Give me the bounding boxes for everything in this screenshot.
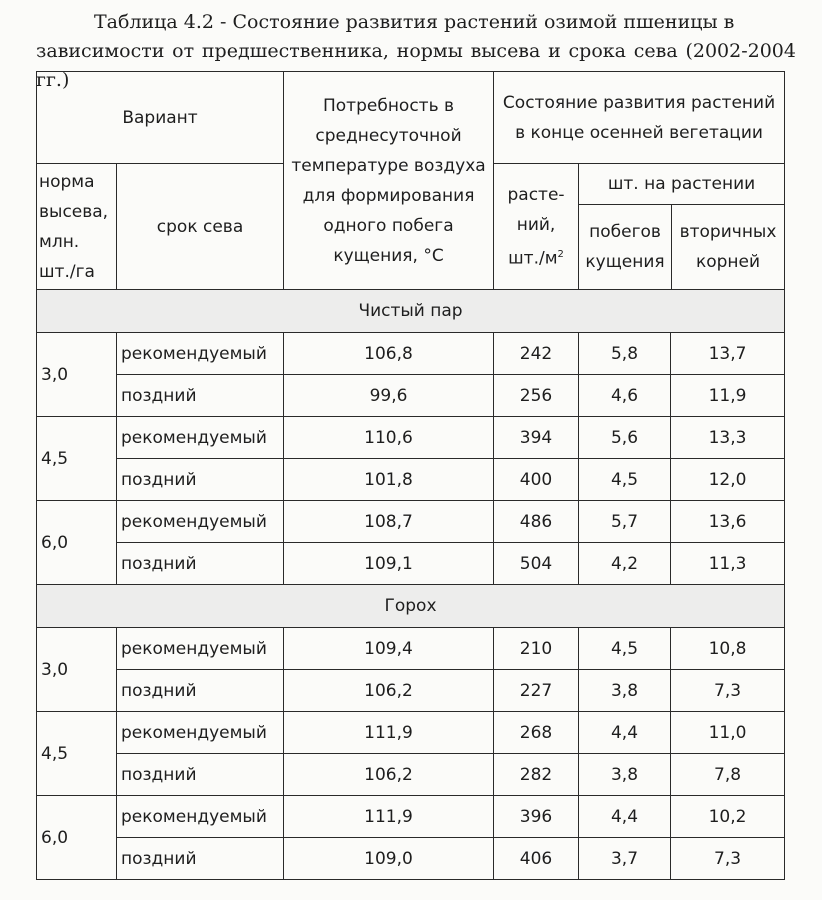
- roots-cell: 10,8: [671, 628, 785, 670]
- seeding-rate-cell: 4,5: [37, 417, 117, 501]
- table-row: [37, 543, 785, 585]
- temperature-need-cell: 109,1: [284, 543, 494, 585]
- shoots-cell: 3,8: [579, 754, 671, 796]
- shoots-cell: 4,5: [579, 628, 671, 670]
- shoots-cell: 4,6: [579, 375, 671, 417]
- plants-cell: 227: [494, 670, 579, 712]
- header-per-plant: шт. на растении: [579, 164, 784, 205]
- shoots-cell: 5,7: [579, 501, 671, 543]
- roots-cell: 13,7: [671, 333, 785, 375]
- sowing-term-cell: рекомендуемый: [117, 501, 284, 543]
- table-row: [37, 628, 785, 670]
- data-table: [36, 71, 785, 880]
- table-row: [37, 796, 785, 838]
- temperature-need-cell: 108,7: [284, 501, 494, 543]
- temperature-need-cell: 111,9: [284, 712, 494, 754]
- header-seeding-rate: норма высева, млн. шт./га: [37, 164, 117, 290]
- sowing-term-cell: рекомендуемый: [117, 417, 284, 459]
- roots-cell: 12,0: [671, 459, 785, 501]
- roots-cell: 11,9: [671, 375, 785, 417]
- roots-cell: 7,8: [671, 754, 785, 796]
- plants-cell: 210: [494, 628, 579, 670]
- table-row: [37, 375, 785, 417]
- temperature-need-cell: 110,6: [284, 417, 494, 459]
- sowing-term-cell: поздний: [117, 375, 284, 417]
- header-roots: вторичных корней: [679, 222, 777, 272]
- sowing-term-cell: поздний: [117, 838, 284, 880]
- header-development-state: Состояние развития растений в конце осенней вегетации: [494, 72, 785, 164]
- header-shoots: побегов кущения: [579, 205, 672, 289]
- section-title: Чистый пар: [37, 290, 785, 333]
- plants-cell: 394: [494, 417, 579, 459]
- header-plants: [494, 164, 579, 290]
- plants-cell: 268: [494, 712, 579, 754]
- header-sowing-term: срок сева: [117, 164, 284, 290]
- temperature-need-cell: 106,2: [284, 670, 494, 712]
- caption-line-1: Таблица 4.2 - Состояние развития растений озимой пшеницы в: [94, 11, 735, 33]
- roots-cell: 7,3: [671, 838, 785, 880]
- section-row: [37, 585, 785, 628]
- shoots-cell: 4,5: [579, 459, 671, 501]
- roots-cell: 13,6: [671, 501, 785, 543]
- table-row: [37, 754, 785, 796]
- seeding-rate-cell: 6,0: [37, 796, 117, 880]
- shoots-cell: 5,8: [579, 333, 671, 375]
- header-temperature-need: Потребность в среднесуточной температуре воздуха для формирования одного побега кущения, °С: [284, 72, 494, 290]
- sowing-term-cell: поздний: [117, 754, 284, 796]
- header-plants-label: расте-ний, шт./м: [507, 184, 565, 269]
- section-row: [37, 290, 785, 333]
- plants-cell: 242: [494, 333, 579, 375]
- table-row: [37, 712, 785, 754]
- header-variant: Вариант: [37, 72, 284, 164]
- temperature-need-cell: 106,8: [284, 333, 494, 375]
- table-row: [37, 670, 785, 712]
- temperature-need-cell: 99,6: [284, 375, 494, 417]
- sowing-term-cell: рекомендуемый: [117, 796, 284, 838]
- seeding-rate-cell: 3,0: [37, 333, 117, 417]
- sowing-term-cell: рекомендуемый: [117, 712, 284, 754]
- header-per-plant-block: [579, 164, 785, 290]
- shoots-cell: 4,4: [579, 796, 671, 838]
- plants-cell: 504: [494, 543, 579, 585]
- header-plants-sup: 2: [557, 248, 564, 260]
- plants-cell: 396: [494, 796, 579, 838]
- shoots-cell: 3,8: [579, 670, 671, 712]
- table-row: [37, 417, 785, 459]
- temperature-need-cell: 106,2: [284, 754, 494, 796]
- temperature-need-cell: 111,9: [284, 796, 494, 838]
- seeding-rate-cell: 6,0: [37, 501, 117, 585]
- sowing-term-cell: поздний: [117, 670, 284, 712]
- table-row: [37, 333, 785, 375]
- temperature-need-cell: 109,0: [284, 838, 494, 880]
- plants-cell: 282: [494, 754, 579, 796]
- shoots-cell: 3,7: [579, 838, 671, 880]
- sowing-term-cell: рекомендуемый: [117, 628, 284, 670]
- roots-cell: 11,3: [671, 543, 785, 585]
- sowing-term-cell: рекомендуемый: [117, 333, 284, 375]
- plants-cell: 486: [494, 501, 579, 543]
- roots-cell: 13,3: [671, 417, 785, 459]
- shoots-cell: 4,4: [579, 712, 671, 754]
- temperature-need-cell: 101,8: [284, 459, 494, 501]
- table-row: [37, 501, 785, 543]
- section-title: Горох: [37, 585, 785, 628]
- seeding-rate-cell: 3,0: [37, 628, 117, 712]
- caption-line-2: зависимости от предшественника, нормы высева и срока сева (2002-2004 гг.): [36, 40, 796, 91]
- temperature-need-cell: 109,4: [284, 628, 494, 670]
- plants-cell: 400: [494, 459, 579, 501]
- sowing-term-cell: поздний: [117, 459, 284, 501]
- roots-cell: 10,2: [671, 796, 785, 838]
- table-row: [37, 459, 785, 501]
- shoots-cell: 5,6: [579, 417, 671, 459]
- shoots-cell: 4,2: [579, 543, 671, 585]
- sowing-term-cell: поздний: [117, 543, 284, 585]
- roots-cell: 7,3: [671, 670, 785, 712]
- seeding-rate-cell: 4,5: [37, 712, 117, 796]
- plants-cell: 256: [494, 375, 579, 417]
- roots-cell: 11,0: [671, 712, 785, 754]
- plants-cell: 406: [494, 838, 579, 880]
- table-row: [37, 838, 785, 880]
